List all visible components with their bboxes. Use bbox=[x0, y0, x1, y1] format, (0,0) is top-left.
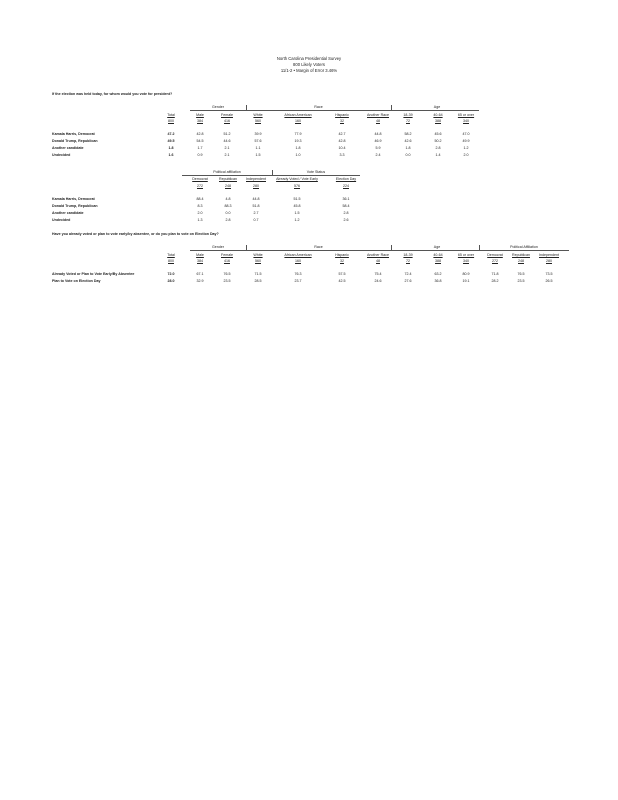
column-n: 248 bbox=[225, 184, 231, 188]
column-header: Male bbox=[196, 253, 204, 257]
table-cell: 1.5 bbox=[255, 153, 261, 157]
table-cell: 10.4 bbox=[338, 146, 346, 150]
column-header: White bbox=[253, 113, 263, 117]
table-cell: 1.8 bbox=[168, 146, 174, 150]
column-n: 388 bbox=[435, 259, 441, 263]
column-header: 18-39 bbox=[403, 253, 413, 257]
column-header: Republican bbox=[512, 253, 530, 257]
table-cell: 75.4 bbox=[374, 272, 382, 276]
table-cell: 72.0 bbox=[167, 272, 175, 276]
column-n: 384 bbox=[197, 119, 203, 123]
table-cell: 24.6 bbox=[374, 279, 382, 283]
table-cell: 1.3 bbox=[197, 218, 203, 222]
table-cell: 71.8 bbox=[491, 272, 499, 276]
table-cell: 80.9 bbox=[462, 272, 470, 276]
table-cell: 57.6 bbox=[254, 139, 262, 143]
column-n: 160 bbox=[295, 259, 301, 263]
column-header: 40-64 bbox=[433, 253, 443, 257]
table-cell: 42.6 bbox=[404, 139, 412, 143]
table-cell: 2.6 bbox=[343, 218, 349, 222]
table-cell: 1.0 bbox=[295, 153, 301, 157]
divider bbox=[391, 105, 392, 111]
row-label: Plan to Vote on Election Day bbox=[52, 279, 101, 283]
column-header: Hispanic bbox=[335, 253, 349, 257]
row-label: Undecided bbox=[52, 218, 71, 222]
column-n: 560 bbox=[255, 119, 261, 123]
survey-sample: 800 Likely Voters bbox=[293, 62, 325, 67]
column-header: African American bbox=[284, 113, 312, 117]
table-cell: 51.5 bbox=[293, 197, 301, 201]
table-cell: 36.8 bbox=[434, 279, 442, 283]
table-cell: 27.6 bbox=[404, 279, 412, 283]
table-cell: 58.4 bbox=[342, 204, 350, 208]
column-header: Election Day bbox=[335, 177, 357, 181]
table-cell: 72.4 bbox=[404, 272, 412, 276]
column-n: 416 bbox=[224, 119, 230, 123]
row-label: Already Voted or Plan to Vote Early/By Absentee bbox=[52, 272, 135, 276]
table-cell: 0.9 bbox=[197, 153, 203, 157]
table-cell: 1.8 bbox=[405, 146, 411, 150]
column-n: 340 bbox=[463, 119, 469, 123]
table-cell: 2.4 bbox=[375, 153, 381, 157]
table-cell: 45.6 bbox=[434, 132, 442, 136]
table-cell: 88.3 bbox=[224, 204, 232, 208]
column-header: African American bbox=[284, 253, 312, 257]
table-cell: 58.2 bbox=[404, 132, 412, 136]
survey-dates-moe: 11/1-2 • Margin of Error 3.46% bbox=[280, 68, 338, 73]
row-label: Kamala Harris, Democrat bbox=[52, 132, 95, 136]
table-cell: 2.0 bbox=[463, 153, 469, 157]
table-cell: 32.9 bbox=[196, 279, 204, 283]
table-cell: 2.1 bbox=[224, 146, 230, 150]
group-age: Age bbox=[433, 245, 441, 249]
table-cell: 1.2 bbox=[463, 146, 469, 150]
column-n: 272 bbox=[492, 259, 498, 263]
column-header: 40-64 bbox=[433, 113, 443, 117]
group-race: Race bbox=[314, 245, 323, 249]
column-n: 224 bbox=[343, 184, 349, 188]
table-cell: 1.1 bbox=[255, 146, 261, 150]
table-cell: 2.7 bbox=[253, 211, 259, 215]
table-cell: 76.3 bbox=[294, 272, 302, 276]
table-cell: 0.0 bbox=[225, 211, 231, 215]
table-cell: 76.5 bbox=[223, 272, 231, 276]
table-cell: 45.8 bbox=[293, 204, 301, 208]
column-header: Female bbox=[221, 253, 233, 257]
table-cell: 46.9 bbox=[374, 139, 382, 143]
table-cell: 2.8 bbox=[343, 211, 349, 215]
table-cell: 28.0 bbox=[167, 279, 175, 283]
table-cell: 49.5 bbox=[167, 139, 175, 143]
column-header: Democrat bbox=[192, 177, 208, 181]
table-cell: 23.5 bbox=[517, 279, 525, 283]
divider bbox=[246, 105, 247, 111]
table-cell: 42.8 bbox=[196, 132, 204, 136]
column-header: 18-39 bbox=[403, 113, 413, 117]
table-cell: 42.7 bbox=[338, 132, 346, 136]
group-political-affiliation: Political affiliation bbox=[213, 170, 241, 174]
column-n: 800 bbox=[168, 259, 174, 263]
table-cell: 3.3 bbox=[339, 153, 345, 157]
table-cell: 2.8 bbox=[435, 146, 441, 150]
divider bbox=[190, 110, 479, 111]
table-cell: 0.7 bbox=[253, 218, 259, 222]
table-cell: 1.8 bbox=[295, 146, 301, 150]
column-n: 388 bbox=[435, 119, 441, 123]
column-n: 248 bbox=[518, 259, 524, 263]
table-cell: 50.2 bbox=[434, 139, 442, 143]
row-label: Another candidate bbox=[52, 146, 84, 150]
table-cell: 23.7 bbox=[294, 279, 302, 283]
table-cell: 4.8 bbox=[225, 197, 231, 201]
group-political-affiliation: Political Affiliation bbox=[510, 245, 538, 249]
table-cell: 73.5 bbox=[545, 272, 553, 276]
column-n: 384 bbox=[197, 259, 203, 263]
row-label: Kamala Harris, Democrat bbox=[52, 197, 95, 201]
column-n: 280 bbox=[253, 184, 259, 188]
table-cell: 2.0 bbox=[197, 211, 203, 215]
column-n: 280 bbox=[546, 259, 552, 263]
column-header: Another Race bbox=[367, 253, 389, 257]
table-cell: 28.5 bbox=[254, 279, 262, 283]
table-cell: 23.5 bbox=[223, 279, 231, 283]
table-cell: 54.5 bbox=[196, 139, 204, 143]
table-cell: 5.9 bbox=[375, 146, 381, 150]
column-n: 160 bbox=[295, 119, 301, 123]
row-label: Donald Trump, Republican bbox=[52, 139, 98, 143]
table-cell: 8.3 bbox=[197, 204, 203, 208]
column-header: Another Race bbox=[367, 113, 389, 117]
table-cell: 42.8 bbox=[338, 139, 346, 143]
column-header: White bbox=[253, 253, 263, 257]
divider bbox=[479, 245, 480, 251]
table-cell: 1.4 bbox=[435, 153, 441, 157]
column-header: Female bbox=[221, 113, 233, 117]
table-cell: 47.0 bbox=[462, 132, 470, 136]
question-2: Have you already voted or plan to vote early/by absentee, or do you plan to vote on Election Day? bbox=[52, 232, 219, 236]
group-race: Race bbox=[314, 105, 323, 109]
column-header: Already Voted / Vote Early bbox=[276, 177, 318, 181]
row-label: Another candidate bbox=[52, 211, 84, 215]
divider bbox=[391, 245, 392, 251]
column-n: 72 bbox=[406, 119, 410, 123]
table-cell: 2.1 bbox=[224, 153, 230, 157]
group-gender: Gender bbox=[212, 245, 224, 249]
divider bbox=[182, 175, 360, 176]
divider bbox=[246, 245, 247, 251]
column-header: Total bbox=[167, 253, 175, 257]
column-header: Democrat bbox=[487, 253, 503, 257]
column-n: 48 bbox=[376, 119, 380, 123]
column-n: 576 bbox=[294, 184, 300, 188]
column-header: 65 or over bbox=[457, 113, 475, 117]
survey-title: North Carolina Presidential Survey bbox=[276, 56, 342, 61]
column-n: 272 bbox=[197, 184, 203, 188]
column-n: 416 bbox=[224, 259, 230, 263]
table-cell: 49.9 bbox=[462, 139, 470, 143]
column-header: 65 or over bbox=[457, 253, 475, 257]
table-cell: 19.3 bbox=[294, 139, 302, 143]
column-n: 48 bbox=[376, 259, 380, 263]
table-cell: 63.2 bbox=[434, 272, 442, 276]
column-n: 32 bbox=[340, 119, 344, 123]
table-cell: 47.2 bbox=[167, 132, 175, 136]
column-n: 560 bbox=[255, 259, 261, 263]
column-n: 800 bbox=[168, 119, 174, 123]
column-header: Independent bbox=[539, 253, 559, 257]
table-cell: 1.6 bbox=[168, 153, 174, 157]
table-cell: 44.8 bbox=[252, 197, 260, 201]
table-cell: 88.4 bbox=[196, 197, 204, 201]
table-cell: 67.1 bbox=[196, 272, 204, 276]
column-n: 340 bbox=[463, 259, 469, 263]
table-cell: 36.1 bbox=[342, 197, 350, 201]
group-gender: Gender bbox=[212, 105, 224, 109]
column-header: Republican bbox=[219, 177, 237, 181]
table-cell: 1.2 bbox=[294, 218, 300, 222]
table-cell: 42.5 bbox=[338, 279, 346, 283]
table-cell: 39.9 bbox=[254, 132, 262, 136]
group-vote-status: Vote Status bbox=[306, 170, 326, 174]
table-cell: 71.5 bbox=[254, 272, 262, 276]
table-cell: 19.1 bbox=[462, 279, 470, 283]
column-header: Hispanic bbox=[335, 113, 349, 117]
table-cell: 77.9 bbox=[294, 132, 302, 136]
table-cell: 28.2 bbox=[491, 279, 499, 283]
column-header: Independent bbox=[246, 177, 266, 181]
divider bbox=[272, 170, 273, 176]
table-cell: 57.5 bbox=[338, 272, 346, 276]
column-header: Male bbox=[196, 113, 204, 117]
row-label: Undecided bbox=[52, 153, 71, 157]
row-label: Donald Trump, Republican bbox=[52, 204, 98, 208]
table-cell: 44.8 bbox=[374, 132, 382, 136]
column-header: Total bbox=[167, 113, 175, 117]
table-cell: 44.6 bbox=[223, 139, 231, 143]
group-age: Age bbox=[433, 105, 441, 109]
table-cell: 1.5 bbox=[294, 211, 300, 215]
table-cell: 51.8 bbox=[252, 204, 260, 208]
question-1: If the election was held today, for whom would you vote for president? bbox=[52, 92, 173, 96]
table-cell: 0.0 bbox=[405, 153, 411, 157]
table-cell: 1.7 bbox=[197, 146, 203, 150]
column-n: 32 bbox=[340, 259, 344, 263]
table-cell: 76.5 bbox=[517, 272, 525, 276]
table-cell: 51.2 bbox=[223, 132, 231, 136]
table-cell: 2.8 bbox=[225, 218, 231, 222]
column-n: 72 bbox=[406, 259, 410, 263]
table-cell: 26.5 bbox=[545, 279, 553, 283]
